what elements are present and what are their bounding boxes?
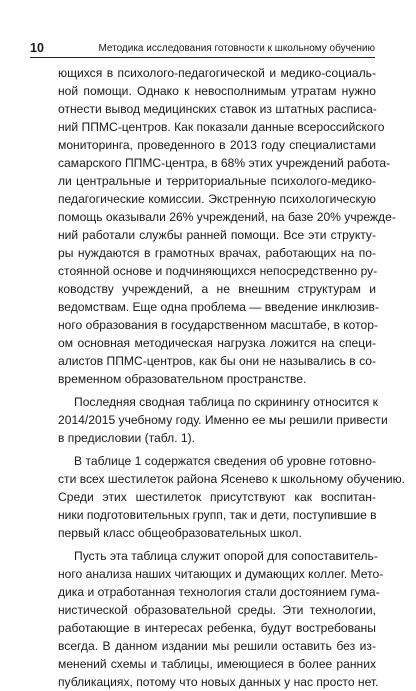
body-text	[58, 64, 406, 691]
text-line: ководству учреждений, а не внешним структурам и	[58, 282, 376, 296]
text-line: ры нуждаются в грамотных врачах, работающих на по-	[58, 246, 376, 260]
text-line: ведомствам. Еще одна проблема — введение инклюзив-	[58, 300, 379, 314]
text-line: сти всех шестилеток района Ясенево к школьному обучению.	[58, 472, 406, 486]
text-line: ний ППМС-центров. Как показали данные всероссийского	[58, 120, 385, 134]
text-line: ом основная методическая нагрузка ложится на специ-	[58, 336, 376, 350]
text-line: стоянной основе и подчиняющихся непосредственно ру-	[58, 264, 378, 278]
text-line: педагогические комиссии. Экстренную психологическую	[58, 192, 376, 206]
paragraph-1	[58, 64, 396, 388]
text-line: нистической образовательной среды. Эти технологии,	[58, 603, 376, 617]
text-line: 2014/2015 учебному году. Именно ее мы решили привести	[58, 413, 388, 427]
running-title: Методика исследования готовности к школьному обучению	[98, 43, 375, 54]
text-line: мониторинга, проведенного в 2013 году специалистами	[58, 138, 376, 152]
text-line: ного анализа наших читающих и думающих коллег. Мето-	[58, 567, 384, 581]
text-line: менений схемы и таблицы, имеющиеся в более ранних	[58, 657, 376, 671]
text-line: в предисловии (табл. 1).	[58, 431, 196, 445]
text-line: отнести вывод медицинских ставок из штатных расписа-	[58, 102, 377, 116]
text-line: ний работали службы ранней помощи. Все эти структу-	[58, 228, 376, 242]
text-line: публикациях, потому что новых данных у нас просто нет.	[58, 675, 379, 689]
text-line: временном образовательном пространстве.	[58, 372, 307, 386]
text-line: ли центральные и территориальные психолого-медико-	[58, 174, 376, 188]
text-line: дика и отработанная технология стали достоянием гума-	[58, 585, 380, 599]
text-line: Пусть эта таблица служит опорой для сопоставитель-	[74, 549, 378, 563]
text-line: Последняя сводная таблица по скринингу относится к	[74, 395, 378, 409]
paragraph-4	[58, 547, 384, 691]
text-line: ники подготовительных групп, так и дети, поступившие в	[58, 508, 377, 522]
text-line: алистов ППМС-центров, как бы они не назывались в со-	[58, 354, 377, 368]
text-line: первый класс общеобразовательных школ.	[58, 526, 302, 540]
page-number: 10	[30, 40, 44, 55]
text-line: ющихся в психолого-педагогической и медико-социаль-	[58, 66, 376, 80]
text-line: В таблице 1 содержатся сведения об уровне готовно-	[74, 454, 376, 468]
paragraph-2	[58, 393, 388, 447]
text-line: Среди этих шестилеток присутствуют как воспитан-	[58, 490, 376, 504]
paragraph-3	[58, 452, 406, 542]
text-line: ной помощи. Однако к невосполнимым утратам нужно	[58, 84, 376, 98]
text-line: помощь оказывали 26% учреждений, на базе 20% учрежде-	[58, 210, 396, 224]
text-line: самарского ППМС-центра, в 68% этих учреждений работа-	[58, 156, 391, 170]
text-line: работающие в интересах ребенка, будут востребованы	[58, 621, 376, 635]
text-line: ного образования в государственном масштабе, в котор-	[58, 318, 379, 332]
running-header	[30, 36, 375, 58]
text-line: всегда. В данном издании мы решили оставить без из-	[58, 639, 376, 653]
